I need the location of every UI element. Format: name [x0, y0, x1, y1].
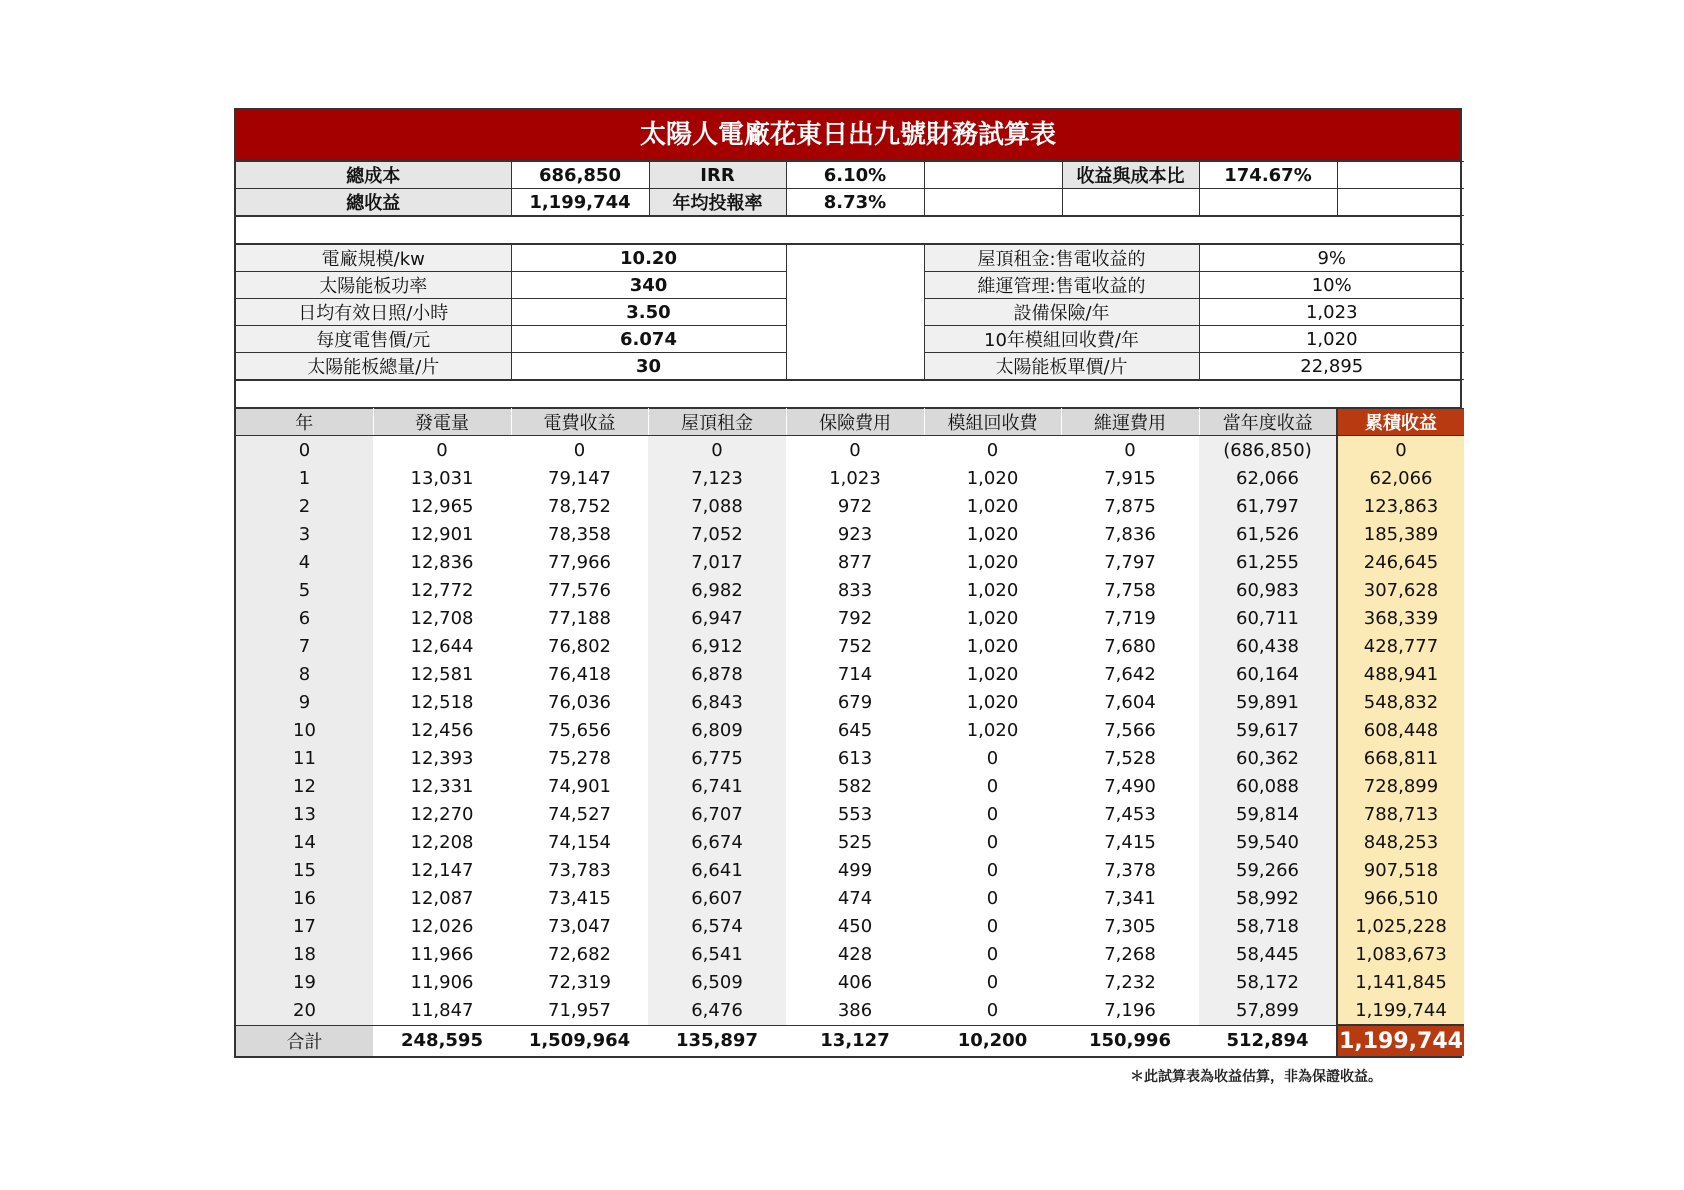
total-cell: 135,897 — [648, 1025, 786, 1056]
spacer-row — [236, 380, 1460, 408]
table-cell: 77,576 — [548, 579, 611, 601]
table-cell: 59,891 — [1199, 688, 1337, 716]
table-row — [236, 828, 1464, 856]
table-cell: 6,775 — [648, 744, 786, 772]
total-cell: 512,894 — [1199, 1025, 1337, 1056]
table-cell: 7,680 — [1104, 635, 1156, 657]
column-header: 模組回收費 — [924, 409, 1061, 436]
table-cell: 1,020 — [966, 523, 1019, 545]
table-cell: 59,266 — [1199, 856, 1337, 884]
table-cell: 679 — [837, 691, 873, 713]
table-cell: 58,992 — [1199, 884, 1337, 912]
table-cell: 18 — [236, 940, 373, 968]
annual-return-label: 年均投報率 — [649, 189, 786, 216]
cumulative-cell: 62,066 — [1337, 464, 1464, 492]
table-cell: 0 — [986, 775, 999, 797]
cumulative-total: 1,199,744 — [1337, 1025, 1464, 1056]
table-cell: 7,490 — [1104, 775, 1156, 797]
table-cell: 11,847 — [410, 999, 474, 1021]
summary-row-cost — [236, 162, 1464, 189]
param-value: 10% — [1199, 272, 1464, 299]
table-cell: 12,965 — [410, 495, 474, 517]
table-cell: 14 — [236, 828, 373, 856]
table-cell: 19 — [236, 968, 373, 996]
cumulative-cell: 185,389 — [1337, 520, 1464, 548]
table-header-row — [236, 409, 1464, 436]
table-row — [236, 912, 1464, 940]
table-row — [236, 464, 1464, 492]
empty-cell — [924, 189, 1062, 216]
column-header: 電費收益 — [511, 409, 648, 436]
table-cell: 6,574 — [648, 912, 786, 940]
param-value: 30 — [511, 353, 786, 380]
sheet-title: 太陽人電廠花東日出九號財務試算表 — [236, 110, 1460, 161]
table-cell: 7,017 — [648, 548, 786, 576]
cumulative-cell: 907,518 — [1337, 856, 1464, 884]
param-label: 日均有效日照/小時 — [236, 299, 511, 326]
table-cell: 0 — [986, 887, 999, 909]
table-cell: 0 — [986, 943, 999, 965]
table-cell: 79,147 — [548, 467, 611, 489]
cumulative-cell: 1,025,228 — [1337, 912, 1464, 940]
table-cell: 58,172 — [1199, 968, 1337, 996]
spacer-row — [236, 216, 1460, 244]
financial-sheet — [234, 108, 1462, 1058]
table-cell: 12,331 — [410, 775, 474, 797]
table-cell: 58,718 — [1199, 912, 1337, 940]
table-cell: 73,415 — [548, 887, 611, 909]
table-cell: 7,797 — [1104, 551, 1156, 573]
cumulative-cell: 788,713 — [1337, 800, 1464, 828]
table-cell: 792 — [837, 607, 873, 629]
table-cell: 1,023 — [829, 467, 881, 489]
table-row — [236, 716, 1464, 744]
table-cell: 7,915 — [1104, 467, 1156, 489]
cumulative-cell: 728,899 — [1337, 772, 1464, 800]
table-cell: 12,836 — [410, 551, 474, 573]
cumulative-cell: 246,645 — [1337, 548, 1464, 576]
cumulative-cell: 548,832 — [1337, 688, 1464, 716]
table-cell: 12,393 — [410, 747, 474, 769]
table-row — [236, 548, 1464, 576]
table-cell: 15 — [236, 856, 373, 884]
table-cell: 7,232 — [1104, 971, 1156, 993]
table-cell: 59,814 — [1199, 800, 1337, 828]
param-blank-cell — [786, 245, 924, 380]
table-cell: 75,278 — [548, 747, 611, 769]
cumulative-cell: 848,253 — [1337, 828, 1464, 856]
table-cell: 752 — [837, 635, 873, 657]
table-cell: 6,641 — [648, 856, 786, 884]
total-cost-value: 686,850 — [511, 162, 649, 189]
table-cell: 7,196 — [1104, 999, 1156, 1021]
table-cell: 60,088 — [1199, 772, 1337, 800]
param-value: 3.50 — [511, 299, 786, 326]
table-row — [236, 744, 1464, 772]
param-value: 6.074 — [511, 326, 786, 353]
parameters-table — [236, 244, 1464, 380]
table-cell: 12,026 — [410, 915, 474, 937]
table-cell: 1,020 — [966, 691, 1019, 713]
empty-cell — [1199, 189, 1337, 216]
table-cell: 645 — [837, 719, 873, 741]
cumulative-cell: 123,863 — [1337, 492, 1464, 520]
table-cell: (686,850) — [1199, 436, 1337, 465]
table-cell: 0 — [986, 747, 999, 769]
table-cell: 6,947 — [648, 604, 786, 632]
param-value: 9% — [1199, 245, 1464, 272]
table-cell: 428 — [837, 943, 873, 965]
table-cell: 78,358 — [548, 523, 611, 545]
table-row — [236, 940, 1464, 968]
table-row — [236, 632, 1464, 660]
table-cell: 923 — [837, 523, 873, 545]
column-header: 發電量 — [373, 409, 511, 436]
table-cell: 13 — [236, 800, 373, 828]
table-cell: 71,957 — [548, 999, 611, 1021]
table-cell: 7,088 — [648, 492, 786, 520]
table-cell: 7,719 — [1104, 607, 1156, 629]
table-cell: 60,438 — [1199, 632, 1337, 660]
cumulative-cell: 368,339 — [1337, 604, 1464, 632]
cumulative-cell: 966,510 — [1337, 884, 1464, 912]
table-cell: 0 — [986, 915, 999, 937]
empty-cell — [1337, 162, 1464, 189]
table-cell: 12,270 — [410, 803, 474, 825]
table-cell: 59,617 — [1199, 716, 1337, 744]
param-value: 1,020 — [1199, 326, 1464, 353]
table-cell: 76,802 — [548, 635, 611, 657]
yearly-table — [236, 408, 1464, 1056]
table-cell: 0 — [648, 436, 786, 465]
column-header: 屋頂租金 — [648, 409, 786, 436]
table-cell: 2 — [236, 492, 373, 520]
param-label: 太陽能板總量/片 — [236, 353, 511, 380]
table-cell: 11,906 — [410, 971, 474, 993]
table-cell: 1 — [236, 464, 373, 492]
table-cell: 613 — [837, 747, 873, 769]
ratio-value: 174.67% — [1199, 162, 1337, 189]
table-cell: 6,707 — [648, 800, 786, 828]
param-label: 太陽能板功率 — [236, 272, 511, 299]
cumulative-cell: 1,141,845 — [1337, 968, 1464, 996]
table-row — [236, 884, 1464, 912]
table-cell: 60,711 — [1199, 604, 1337, 632]
table-row — [236, 660, 1464, 688]
table-cell: 450 — [837, 915, 873, 937]
table-cell: 7,528 — [1104, 747, 1156, 769]
ratio-label: 收益與成本比 — [1062, 162, 1199, 189]
table-cell: 7,123 — [648, 464, 786, 492]
table-cell: 525 — [837, 831, 873, 853]
table-cell: 12,147 — [410, 859, 474, 881]
table-cell: 12 — [236, 772, 373, 800]
table-cell: 1,020 — [966, 719, 1019, 741]
table-cell: 474 — [837, 887, 873, 909]
table-cell: 7,305 — [1104, 915, 1156, 937]
table-cell: 75,656 — [548, 719, 611, 741]
table-cell: 17 — [236, 912, 373, 940]
cumulative-cell: 307,628 — [1337, 576, 1464, 604]
table-cell: 406 — [837, 971, 873, 993]
table-cell: 0 — [986, 971, 999, 993]
table-cell: 10 — [236, 716, 373, 744]
total-cell: 248,595 — [373, 1025, 511, 1056]
summary-row-income — [236, 189, 1464, 216]
table-cell: 72,682 — [548, 943, 611, 965]
column-header: 當年度收益 — [1199, 409, 1337, 436]
table-cell: 6,982 — [648, 576, 786, 604]
table-cell: 6 — [236, 604, 373, 632]
table-cell: 78,752 — [548, 495, 611, 517]
table-cell: 16 — [236, 884, 373, 912]
table-cell: 7,453 — [1104, 803, 1156, 825]
table-cell: 6,607 — [648, 884, 786, 912]
empty-cell — [924, 162, 1062, 189]
cumulative-cell: 608,448 — [1337, 716, 1464, 744]
table-cell: 0 — [986, 439, 999, 461]
table-cell: 58,445 — [1199, 940, 1337, 968]
table-row — [236, 604, 1464, 632]
table-cell: 6,476 — [648, 996, 786, 1025]
param-label: 10年模組回收費/年 — [924, 326, 1199, 353]
table-cell: 12,518 — [410, 691, 474, 713]
annual-return-value: 8.73% — [786, 189, 924, 216]
table-cell: 6,843 — [648, 688, 786, 716]
table-cell: 60,362 — [1199, 744, 1337, 772]
total-income-label: 總收益 — [236, 189, 511, 216]
table-cell: 57,899 — [1199, 996, 1337, 1025]
table-row — [236, 436, 1464, 465]
table-cell: 8 — [236, 660, 373, 688]
table-row — [236, 576, 1464, 604]
table-row — [236, 968, 1464, 996]
column-header: 年 — [236, 409, 373, 436]
table-cell: 7,566 — [1104, 719, 1156, 741]
table-cell: 7,378 — [1104, 859, 1156, 881]
table-cell: 1,020 — [966, 579, 1019, 601]
total-cost-label: 總成本 — [236, 162, 511, 189]
table-cell: 74,154 — [548, 831, 611, 853]
table-cell: 7,341 — [1104, 887, 1156, 909]
table-cell: 1,020 — [966, 663, 1019, 685]
table-cell: 7,875 — [1104, 495, 1156, 517]
table-row — [236, 856, 1464, 884]
table-cell: 59,540 — [1199, 828, 1337, 856]
irr-label: IRR — [649, 162, 786, 189]
param-row — [236, 245, 1464, 272]
table-cell: 12,644 — [410, 635, 474, 657]
empty-cell — [1062, 189, 1199, 216]
table-cell: 0 — [986, 803, 999, 825]
empty-cell — [1337, 189, 1464, 216]
table-cell: 1,020 — [966, 635, 1019, 657]
total-cell: 150,996 — [1061, 1025, 1199, 1056]
table-cell: 12,901 — [410, 523, 474, 545]
table-cell: 7,836 — [1104, 523, 1156, 545]
cumulative-cell: 0 — [1337, 436, 1464, 465]
total-cell: 1,509,964 — [511, 1025, 648, 1056]
summary-table — [236, 161, 1464, 216]
table-cell: 4 — [236, 548, 373, 576]
table-cell: 61,255 — [1199, 548, 1337, 576]
column-header: 維運費用 — [1061, 409, 1199, 436]
table-cell: 61,526 — [1199, 520, 1337, 548]
table-row — [236, 688, 1464, 716]
table-cell: 12,208 — [410, 831, 474, 853]
table-cell: 0 — [436, 439, 448, 461]
table-cell: 60,983 — [1199, 576, 1337, 604]
param-label: 電廠規模/kw — [236, 245, 511, 272]
table-cell: 0 — [1124, 439, 1136, 461]
table-cell: 7 — [236, 632, 373, 660]
param-label: 屋頂租金:售電收益的 — [924, 245, 1199, 272]
table-cell: 553 — [837, 803, 873, 825]
table-cell: 5 — [236, 576, 373, 604]
table-cell: 0 — [986, 859, 999, 881]
param-label: 維運管理:售電收益的 — [924, 272, 1199, 299]
table-cell: 20 — [236, 996, 373, 1025]
table-cell: 6,809 — [648, 716, 786, 744]
table-row — [236, 492, 1464, 520]
table-cell: 972 — [837, 495, 873, 517]
table-cell: 12,581 — [410, 663, 474, 685]
cumulative-cell: 1,083,673 — [1337, 940, 1464, 968]
table-cell: 0 — [849, 439, 861, 461]
table-cell: 13,031 — [410, 467, 474, 489]
total-cell: 合計 — [236, 1025, 373, 1056]
param-value: 340 — [511, 272, 786, 299]
table-cell: 714 — [837, 663, 873, 685]
table-cell: 0 — [573, 439, 586, 461]
cumulative-cell: 1,199,744 — [1337, 996, 1464, 1025]
table-cell: 76,418 — [548, 663, 611, 685]
param-label: 太陽能板單價/片 — [924, 353, 1199, 380]
total-cell: 10,200 — [924, 1025, 1061, 1056]
total-cell: 13,127 — [786, 1025, 924, 1056]
table-cell: 6,741 — [648, 772, 786, 800]
table-row — [236, 520, 1464, 548]
totals-row — [236, 1025, 1464, 1056]
table-cell: 3 — [236, 520, 373, 548]
table-cell: 12,456 — [410, 719, 474, 741]
param-label: 每度電售價/元 — [236, 326, 511, 353]
cumulative-cell: 488,941 — [1337, 660, 1464, 688]
table-cell: 1,020 — [966, 551, 1019, 573]
table-row — [236, 996, 1464, 1025]
table-cell: 833 — [837, 579, 873, 601]
table-cell: 6,509 — [648, 968, 786, 996]
table-cell: 72,319 — [548, 971, 611, 993]
table-cell: 76,036 — [548, 691, 611, 713]
table-cell: 7,642 — [1104, 663, 1156, 685]
table-cell: 1,020 — [966, 495, 1019, 517]
table-cell: 7,052 — [648, 520, 786, 548]
table-cell: 77,966 — [548, 551, 611, 573]
cumulative-cell: 428,777 — [1337, 632, 1464, 660]
table-cell: 6,541 — [648, 940, 786, 968]
table-cell: 0 — [236, 436, 373, 465]
total-income-value: 1,199,744 — [511, 189, 649, 216]
irr-value: 6.10% — [786, 162, 924, 189]
table-cell: 7,415 — [1104, 831, 1156, 853]
table-cell: 74,527 — [548, 803, 611, 825]
table-cell: 11 — [236, 744, 373, 772]
table-row — [236, 772, 1464, 800]
table-cell: 73,047 — [548, 915, 611, 937]
column-header: 保險費用 — [786, 409, 924, 436]
table-cell: 9 — [236, 688, 373, 716]
param-value: 10.20 — [511, 245, 786, 272]
table-cell: 6,674 — [648, 828, 786, 856]
table-cell: 582 — [837, 775, 873, 797]
table-cell: 0 — [986, 831, 999, 853]
table-cell: 12,087 — [410, 887, 474, 909]
table-cell: 62,066 — [1199, 464, 1337, 492]
table-cell: 386 — [837, 999, 873, 1021]
table-cell: 6,912 — [648, 632, 786, 660]
table-cell: 0 — [986, 999, 999, 1021]
table-cell: 12,772 — [410, 579, 474, 601]
cumulative-cell: 668,811 — [1337, 744, 1464, 772]
table-cell: 7,268 — [1104, 943, 1156, 965]
table-cell: 6,878 — [648, 660, 786, 688]
table-cell: 74,901 — [548, 775, 611, 797]
param-label: 設備保險/年 — [924, 299, 1199, 326]
table-row — [236, 800, 1464, 828]
disclaimer-note: ＊此試算表為收益估算，非為保證收益。 — [1130, 1069, 1382, 1085]
table-cell: 61,797 — [1199, 492, 1337, 520]
table-cell: 7,758 — [1104, 579, 1156, 601]
table-cell: 77,188 — [548, 607, 611, 629]
param-value: 1,023 — [1199, 299, 1464, 326]
table-cell: 877 — [837, 551, 873, 573]
column-header: 累積收益 — [1337, 409, 1464, 436]
table-cell: 12,708 — [410, 607, 474, 629]
table-cell: 499 — [837, 859, 873, 881]
table-cell: 11,966 — [410, 943, 474, 965]
table-cell: 1,020 — [966, 607, 1019, 629]
table-cell: 60,164 — [1199, 660, 1337, 688]
table-cell: 7,604 — [1104, 691, 1156, 713]
param-value: 22,895 — [1199, 353, 1464, 380]
table-cell: 1,020 — [966, 467, 1019, 489]
table-cell: 73,783 — [548, 859, 611, 881]
